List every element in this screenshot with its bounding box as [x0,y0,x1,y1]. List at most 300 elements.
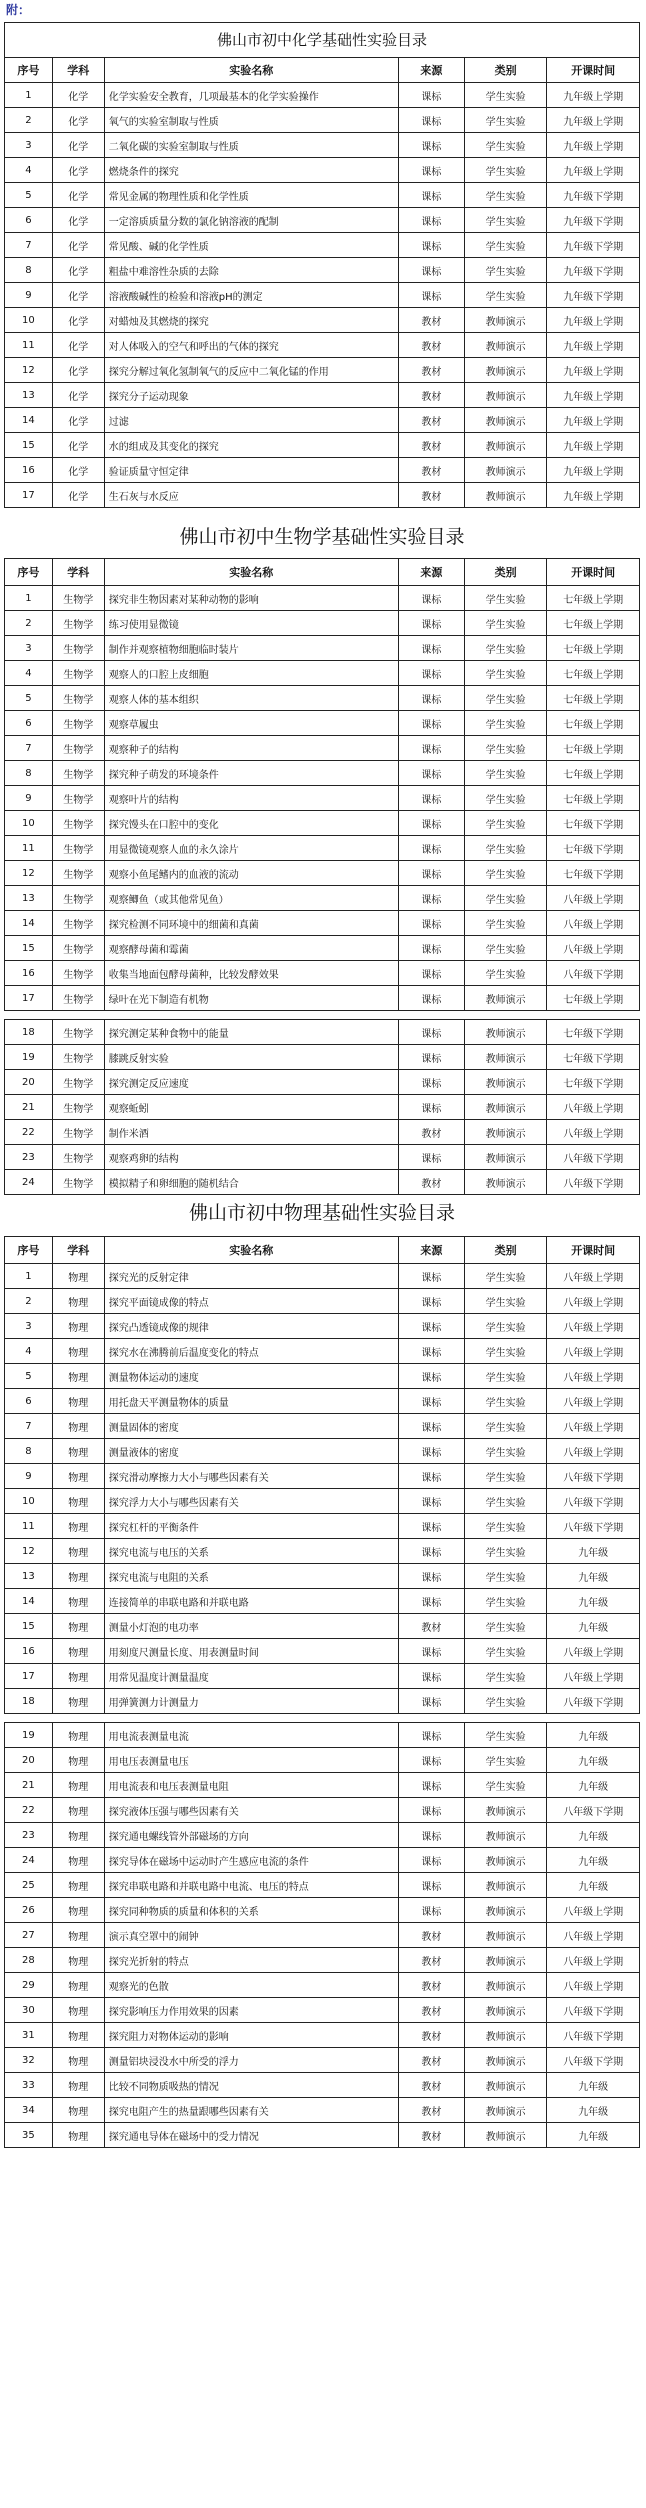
table-row [5,483,640,508]
table-row [5,936,640,961]
cell-name: 二氧化碳的实验室制取与性质 [104,133,398,158]
physics-table [4,1236,640,2148]
cell-name: 用刻度尺测量长度、用表测量时间 [104,1639,398,1664]
cell-name: 观察小鱼尾鳍内的血液的流动 [104,861,398,886]
cell-no: 13 [5,383,53,408]
cell-category: 学生实验 [464,711,546,736]
cell-category: 教师演示 [464,1973,546,1998]
cell-name: 探究检测不同环境中的细菌和真菌 [104,911,398,936]
cell-category: 教师演示 [464,1798,546,1823]
table-row [5,1020,640,1045]
cell-name: 粗盐中难溶性杂质的去除 [104,258,398,283]
cell-subject: 生物学 [52,1145,104,1170]
cell-source: 课标 [398,661,464,686]
table-row [5,661,640,686]
cell-no: 17 [5,986,53,1011]
cell-time: 九年级 [547,1748,640,1773]
table-row [5,1614,640,1639]
chemistry-table [4,57,640,508]
cell-category: 学生实验 [464,1773,546,1798]
cell-no: 25 [5,1873,53,1898]
cell-no: 10 [5,1489,53,1514]
cell-category: 教师演示 [464,2048,546,2073]
cell-subject: 生物学 [52,1095,104,1120]
cell-category: 学生实验 [464,1614,546,1639]
table-row [5,258,640,283]
cell-time: 九年级 [547,2073,640,2098]
cell-subject: 生物学 [52,886,104,911]
cell-category: 教师演示 [464,333,546,358]
cell-subject: 物理 [52,1464,104,1489]
cell-time: 九年级上学期 [547,158,640,183]
cell-source: 课标 [398,1364,464,1389]
table-row [5,986,640,1011]
cell-no: 15 [5,936,53,961]
cell-subject: 生物学 [52,736,104,761]
cell-no: 8 [5,258,53,283]
table-row [5,761,640,786]
cell-name: 探究凸透镜成像的规律 [104,1314,398,1339]
cell-no: 12 [5,358,53,383]
cell-source: 课标 [398,1389,464,1414]
cell-no: 2 [5,108,53,133]
cell-subject: 物理 [52,1389,104,1414]
cell-source: 课标 [398,1689,464,1714]
cell-time: 八年级下学期 [547,2023,640,2048]
cell-category: 学生实验 [464,1723,546,1748]
cell-source: 课标 [398,886,464,911]
cell-name: 探究馒头在口腔中的变化 [104,811,398,836]
table-row [5,961,640,986]
table-row [5,1070,640,1095]
cell-time: 九年级 [547,1773,640,1798]
cell-time: 九年级 [547,1564,640,1589]
cell-no: 31 [5,2023,53,2048]
table-row [5,1873,640,1898]
cell-category: 学生实验 [464,1464,546,1489]
cell-time: 九年级 [547,1848,640,1873]
cell-time: 九年级下学期 [547,283,640,308]
cell-time: 八年级上学期 [547,1264,640,1289]
cell-no: 15 [5,433,53,458]
cell-category: 教师演示 [464,358,546,383]
cell-no: 24 [5,1170,53,1195]
cell-source: 课标 [398,836,464,861]
cell-name: 探究滑动摩擦力大小与哪些因素有关 [104,1464,398,1489]
column-header-source: 来源 [398,559,464,586]
cell-source: 课标 [398,761,464,786]
cell-name: 用显微镜观察人血的永久涂片 [104,836,398,861]
cell-no: 24 [5,1848,53,1873]
cell-time: 八年级上学期 [547,936,640,961]
cell-time: 九年级下学期 [547,208,640,233]
cell-category: 教师演示 [464,1120,546,1145]
table-header-row [5,1237,640,1264]
cell-time: 九年级 [547,1823,640,1848]
cell-name: 探究同种物质的质量和体积的关系 [104,1898,398,1923]
cell-name: 对蜡烛及其燃烧的探究 [104,308,398,333]
column-header-category: 类别 [464,559,546,586]
cell-subject: 生物学 [52,661,104,686]
cell-subject: 物理 [52,1873,104,1898]
cell-source: 课标 [398,158,464,183]
cell-no: 21 [5,1773,53,1798]
cell-subject: 生物学 [52,1170,104,1195]
table-row [5,1439,640,1464]
cell-name: 测量物体运动的速度 [104,1364,398,1389]
biology-table [4,558,640,1195]
cell-name: 探究液体压强与哪些因素有关 [104,1798,398,1823]
cell-subject: 物理 [52,1489,104,1514]
table-row [5,586,640,611]
cell-category: 教师演示 [464,1020,546,1045]
cell-source: 课标 [398,1095,464,1120]
cell-name: 化学实验安全教育，几项最基本的化学实验操作 [104,83,398,108]
table-row [5,1264,640,1289]
cell-time: 七年级上学期 [547,611,640,636]
cell-category: 学生实验 [464,636,546,661]
row-gap-cell [5,1011,640,1020]
cell-time: 八年级上学期 [547,1095,640,1120]
cell-no: 7 [5,1414,53,1439]
chemistry-section [4,22,640,508]
cell-category: 学生实验 [464,961,546,986]
cell-category: 教师演示 [464,1095,546,1120]
table-row [5,1589,640,1614]
cell-source: 教材 [398,308,464,333]
cell-category: 学生实验 [464,1364,546,1389]
cell-source: 课标 [398,786,464,811]
cell-subject: 物理 [52,1823,104,1848]
cell-name: 测量液体的密度 [104,1439,398,1464]
cell-name: 探究阻力对物体运动的影响 [104,2023,398,2048]
cell-subject: 生物学 [52,836,104,861]
cell-name: 氧气的实验室制取与性质 [104,108,398,133]
cell-name: 验证质量守恒定律 [104,458,398,483]
cell-subject: 物理 [52,1539,104,1564]
cell-name: 观察人的口腔上皮细胞 [104,661,398,686]
cell-category: 学生实验 [464,811,546,836]
cell-source: 课标 [398,208,464,233]
cell-source: 课标 [398,1773,464,1798]
cell-name: 观察光的色散 [104,1973,398,1998]
cell-subject: 生物学 [52,1120,104,1145]
cell-no: 15 [5,1614,53,1639]
cell-category: 学生实验 [464,158,546,183]
cell-time: 九年级 [547,1873,640,1898]
cell-time: 九年级上学期 [547,108,640,133]
table-row [5,711,640,736]
cell-no: 10 [5,308,53,333]
cell-category: 学生实验 [464,786,546,811]
cell-source: 课标 [398,1539,464,1564]
cell-category: 学生实验 [464,886,546,911]
cell-no: 20 [5,1748,53,1773]
cell-no: 8 [5,1439,53,1464]
cell-name: 探究测定反应速度 [104,1070,398,1095]
cell-source: 教材 [398,1998,464,2023]
cell-no: 23 [5,1145,53,1170]
cell-no: 20 [5,1070,53,1095]
cell-name: 观察蚯蚓 [104,1095,398,1120]
column-header-time: 开课时间 [547,58,640,83]
table-row [5,183,640,208]
cell-time: 七年级下学期 [547,836,640,861]
cell-time: 九年级上学期 [547,383,640,408]
cell-subject: 化学 [52,83,104,108]
cell-category: 学生实验 [464,258,546,283]
cell-source: 课标 [398,911,464,936]
physics-section [4,1190,640,2148]
cell-name: 用常见温度计测量温度 [104,1664,398,1689]
cell-name: 探究光的反射定律 [104,1264,398,1289]
cell-source: 课标 [398,1564,464,1589]
cell-source: 教材 [398,1973,464,1998]
cell-name: 观察草履虫 [104,711,398,736]
cell-time: 九年级上学期 [547,133,640,158]
cell-time: 九年级 [547,2123,640,2148]
cell-no: 16 [5,961,53,986]
cell-name: 绿叶在光下制造有机物 [104,986,398,1011]
cell-subject: 化学 [52,208,104,233]
cell-source: 课标 [398,686,464,711]
cell-time: 八年级上学期 [547,911,640,936]
cell-source: 课标 [398,1723,464,1748]
cell-no: 29 [5,1973,53,1998]
column-header-source: 来源 [398,1237,464,1264]
table-row [5,1748,640,1773]
cell-name: 探究种子萌发的环境条件 [104,761,398,786]
cell-name: 测量铝块浸没水中所受的浮力 [104,2048,398,2073]
cell-time: 八年级下学期 [547,2048,640,2073]
cell-no: 5 [5,183,53,208]
cell-no: 4 [5,158,53,183]
cell-name: 测量固体的密度 [104,1414,398,1439]
cell-no: 22 [5,1120,53,1145]
chemistry-title: 佛山市初中化学基础性实验目录 [4,22,640,57]
table-row [5,1489,640,1514]
cell-category: 学生实验 [464,1564,546,1589]
cell-time: 七年级下学期 [547,1070,640,1095]
cell-subject: 物理 [52,1898,104,1923]
cell-subject: 物理 [52,1973,104,1998]
cell-subject: 化学 [52,233,104,258]
cell-subject: 化学 [52,133,104,158]
cell-subject: 物理 [52,1848,104,1873]
cell-source: 课标 [398,1145,464,1170]
table-row [5,1798,640,1823]
cell-no: 5 [5,1364,53,1389]
cell-category: 学生实验 [464,1314,546,1339]
cell-time: 八年级上学期 [547,1923,640,1948]
cell-time: 八年级上学期 [547,1389,640,1414]
cell-time: 七年级上学期 [547,661,640,686]
cell-no: 3 [5,636,53,661]
table-row [5,811,640,836]
cell-time: 八年级下学期 [547,961,640,986]
cell-subject: 物理 [52,1564,104,1589]
cell-subject: 化学 [52,283,104,308]
cell-time: 九年级下学期 [547,183,640,208]
column-header-category: 类别 [464,58,546,83]
cell-name: 观察鲫鱼（或其他常见鱼） [104,886,398,911]
cell-source: 课标 [398,83,464,108]
table-row [5,911,640,936]
cell-category: 学生实验 [464,936,546,961]
cell-source: 课标 [398,1464,464,1489]
cell-name: 观察鸡卵的结构 [104,1145,398,1170]
table-row [5,686,640,711]
cell-no: 9 [5,786,53,811]
cell-name: 探究影响压力作用效果的因素 [104,1998,398,2023]
cell-name: 演示真空罩中的闹钟 [104,1923,398,1948]
cell-source: 教材 [398,383,464,408]
cell-time: 八年级下学期 [547,1514,640,1539]
cell-source: 课标 [398,1589,464,1614]
cell-category: 学生实验 [464,736,546,761]
cell-name: 常见金属的物理性质和化学性质 [104,183,398,208]
cell-no: 22 [5,1798,53,1823]
table-row [5,1848,640,1873]
cell-time: 八年级上学期 [547,1639,640,1664]
cell-category: 学生实验 [464,1748,546,1773]
cell-category: 学生实验 [464,1689,546,1714]
cell-name: 模拟精子和卵细胞的随机结合 [104,1170,398,1195]
cell-source: 课标 [398,183,464,208]
cell-source: 课标 [398,1823,464,1848]
cell-subject: 化学 [52,258,104,283]
cell-name: 用电压表测量电压 [104,1748,398,1773]
cell-category: 教师演示 [464,986,546,1011]
table-row [5,2073,640,2098]
cell-subject: 物理 [52,1773,104,1798]
cell-no: 9 [5,283,53,308]
cell-name: 探究电阻产生的热量跟哪些因素有关 [104,2098,398,2123]
cell-subject: 物理 [52,1289,104,1314]
cell-no: 8 [5,761,53,786]
cell-no: 11 [5,1514,53,1539]
cell-time: 九年级 [547,2098,640,2123]
cell-name: 用电流表测量电流 [104,1723,398,1748]
cell-subject: 生物学 [52,986,104,1011]
cell-category: 学生实验 [464,761,546,786]
cell-no: 12 [5,861,53,886]
cell-no: 19 [5,1723,53,1748]
cell-subject: 生物学 [52,936,104,961]
table-row [5,1514,640,1539]
cell-time: 八年级下学期 [547,1464,640,1489]
cell-time: 八年级上学期 [547,1973,640,1998]
cell-subject: 物理 [52,1514,104,1539]
cell-subject: 化学 [52,383,104,408]
cell-no: 32 [5,2048,53,2073]
cell-category: 学生实验 [464,1639,546,1664]
cell-subject: 生物学 [52,1020,104,1045]
cell-category: 教师演示 [464,1823,546,1848]
cell-category: 学生实验 [464,661,546,686]
cell-subject: 生物学 [52,1070,104,1095]
cell-name: 观察酵母菌和霉菌 [104,936,398,961]
cell-no: 2 [5,611,53,636]
cell-subject: 化学 [52,308,104,333]
cell-category: 教师演示 [464,1170,546,1195]
cell-no: 3 [5,133,53,158]
cell-time: 八年级下学期 [547,1798,640,1823]
cell-category: 学生实验 [464,1339,546,1364]
cell-time: 九年级 [547,1589,640,1614]
cell-name: 探究串联电路和并联电路中电流、电压的特点 [104,1873,398,1898]
cell-name: 制作米酒 [104,1120,398,1145]
cell-time: 七年级上学期 [547,786,640,811]
cell-no: 10 [5,811,53,836]
cell-name: 比较不同物质吸热的情况 [104,2073,398,2098]
cell-category: 教师演示 [464,1873,546,1898]
cell-no: 1 [5,586,53,611]
cell-name: 水的组成及其变化的探究 [104,433,398,458]
column-header-name: 实验名称 [104,559,398,586]
cell-time: 八年级上学期 [547,1439,640,1464]
cell-time: 八年级下学期 [547,1170,640,1195]
cell-source: 课标 [398,961,464,986]
cell-category: 教师演示 [464,483,546,508]
table-row [5,433,640,458]
cell-name: 溶液酸碱性的检验和溶液pH的测定 [104,283,398,308]
cell-name: 过滤 [104,408,398,433]
cell-time: 八年级上学期 [547,1339,640,1364]
table-row [5,1339,640,1364]
cell-name: 探究杠杆的平衡条件 [104,1514,398,1539]
cell-category: 教师演示 [464,1848,546,1873]
column-header-subject: 学科 [52,58,104,83]
cell-subject: 物理 [52,2048,104,2073]
cell-time: 七年级上学期 [547,686,640,711]
cell-name: 探究浮力大小与哪些因素有关 [104,1489,398,1514]
cell-name: 探究通电螺线管外部磁场的方向 [104,1823,398,1848]
column-header-subject: 学科 [52,559,104,586]
cell-subject: 物理 [52,1689,104,1714]
cell-time: 八年级下学期 [547,1998,640,2023]
cell-name: 生石灰与水反应 [104,483,398,508]
cell-time: 八年级下学期 [547,1689,640,1714]
cell-name: 用托盘天平测量物体的质量 [104,1389,398,1414]
table-row [5,1364,640,1389]
cell-subject: 物理 [52,1723,104,1748]
cell-source: 课标 [398,636,464,661]
cell-no: 6 [5,711,53,736]
cell-no: 16 [5,458,53,483]
table-row [5,308,640,333]
cell-no: 21 [5,1095,53,1120]
cell-time: 七年级下学期 [547,811,640,836]
cell-source: 课标 [398,1414,464,1439]
cell-source: 课标 [398,133,464,158]
cell-source: 教材 [398,2098,464,2123]
cell-subject: 化学 [52,358,104,383]
cell-category: 教师演示 [464,383,546,408]
table-row [5,1948,640,1973]
cell-category: 教师演示 [464,433,546,458]
row-gap-cell [5,1714,640,1723]
cell-source: 教材 [398,483,464,508]
cell-source: 课标 [398,108,464,133]
cell-name: 连接简单的串联电路和并联电路 [104,1589,398,1614]
cell-source: 教材 [398,2048,464,2073]
cell-no: 1 [5,1264,53,1289]
cell-no: 18 [5,1020,53,1045]
cell-source: 教材 [398,1614,464,1639]
cell-subject: 生物学 [52,611,104,636]
table-row [5,886,640,911]
